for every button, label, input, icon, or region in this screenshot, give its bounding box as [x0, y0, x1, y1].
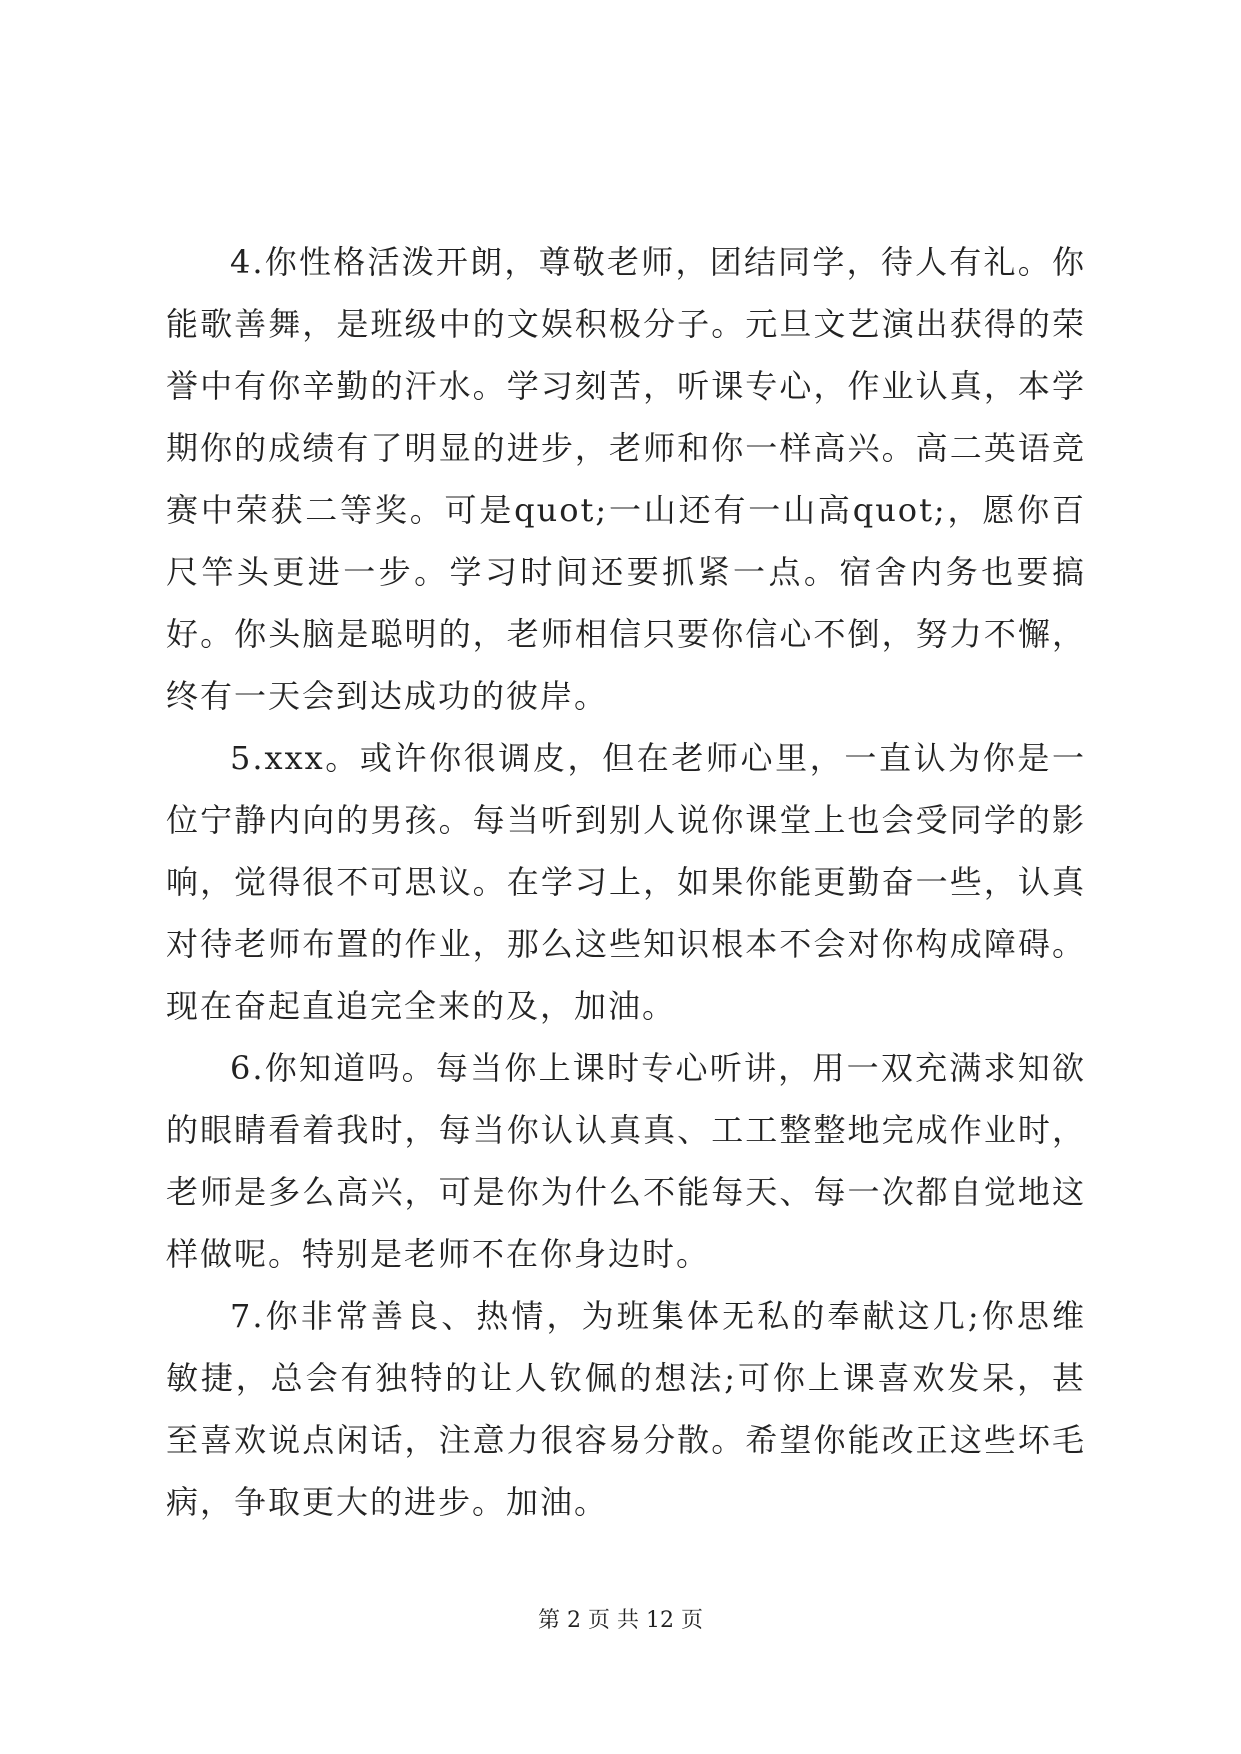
paragraph-5: 5.xxx。或许你很调皮，但在老师心里，一直认为你是一位宁静内向的男孩。每当听到别人说你课堂上也会受同学的影响，觉得很不可思议。在学习上，如果你能更勤奋一些，认真对待老师布置的作业，那么这些知识根本不会对你构成障碍。现在奋起直追完全来的及，加油。	[166, 739, 1086, 1025]
paragraph-4: 4.你性格活泼开朗，尊敬老师，团结同学，待人有礼。你能歌善舞，是班级中的文娱积极分子。元旦文艺演出获得的荣誉中有你辛勤的汗水。学习刻苦，听课专心，作业认真，本学期你的成绩有了明显的进步，老师和你一样高兴。高二英语竞赛中荣获二等奖。可是quot;一山还有一山高quot;，愿你百尺竿头更进一步。学习时间还要抓紧一点。宿舍内务也要搞好。你头脑是聪明的，老师相信只要你信心不倒，努力不懈，终有一天会到达成功的彼岸。	[166, 243, 1086, 715]
document-body	[166, 231, 1086, 1533]
page-number-footer: 第 2 页 共 12 页	[538, 1608, 703, 1633]
paragraph-6: 6.你知道吗。每当你上课时专心听讲，用一双充满求知欲的眼睛看着我时，每当你认认真真、工工整整地完成作业时，老师是多么高兴，可是你为什么不能每天、每一次都自觉地这样做呢。特别是老师不在你身边时。	[166, 1049, 1086, 1273]
paragraph-7: 7.你非常善良、热情，为班集体无私的奉献这几;你思维敏捷，总会有独特的让人钦佩的想法;可你上课喜欢发呆，甚至喜欢说点闲话，注意力很容易分散。希望你能改正这些坏毛病，争取更大的进步。加油。	[166, 1297, 1086, 1521]
